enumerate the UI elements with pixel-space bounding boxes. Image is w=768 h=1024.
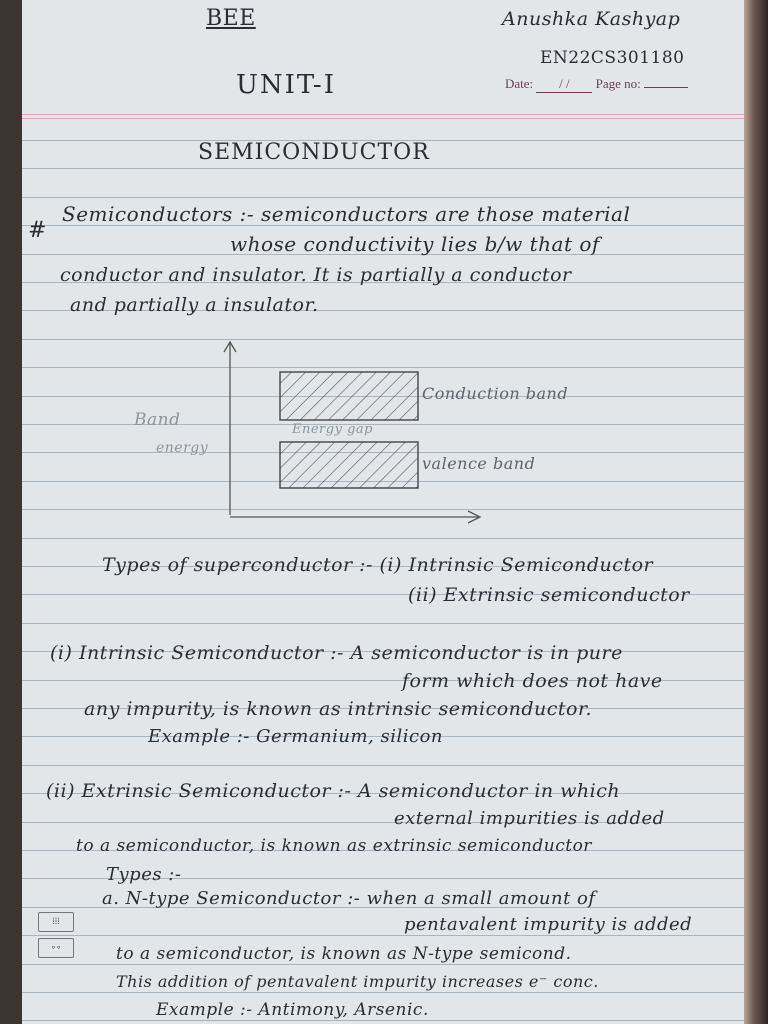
enrollment-number: EN22CS301180 [540, 48, 685, 68]
valence-band [280, 442, 418, 488]
author-name: Anushka Kashyap [502, 8, 681, 30]
n-type-line-1: a. N-type Semiconductor :- when a small amount of [102, 888, 596, 909]
margin-box-bottom: ∘∘ [38, 938, 74, 958]
extrinsic-types-heading: Types :- [106, 864, 182, 885]
ruled-line [22, 114, 744, 115]
intrinsic-line-3: any impurity, is known as intrinsic semiconductor. [84, 698, 593, 720]
definition-line-4: and partially a insulator. [70, 294, 319, 316]
band-diagram [22, 330, 744, 530]
ruled-line [22, 964, 744, 965]
y-axis-label-1: Band [134, 410, 181, 430]
notebook-page [22, 0, 744, 1024]
conduction-band [280, 372, 418, 420]
page-no-label: Page no: [595, 76, 641, 91]
ruled-line [22, 168, 744, 169]
extrinsic-line-2: external impurities is added [394, 808, 665, 829]
definition-line-3: conductor and insulator. It is partially a conductor [60, 264, 572, 286]
bullet-hash: # [28, 218, 47, 243]
unit-title: UNIT-I [236, 70, 336, 100]
definition-line-2: whose conductivity lies b/w that of [230, 232, 600, 256]
margin-box-top: ⁞⁞⁞ [38, 912, 74, 932]
types-line-2: (ii) Extrinsic semiconductor [408, 584, 690, 606]
subject-title: BEE [206, 6, 256, 31]
band-diagram-svg [22, 330, 744, 530]
date-value: / / [536, 76, 592, 93]
date-label-text: Date: [505, 76, 534, 91]
ruled-line [22, 197, 744, 198]
intrinsic-line-2: form which does not have [402, 670, 663, 692]
n-type-line-3: to a semiconductor, is known as N-type semicond. [116, 944, 572, 964]
energy-gap-label: Energy gap [292, 422, 373, 437]
extrinsic-line-3: to a semiconductor, is known as extrinsic semiconductor [76, 836, 592, 856]
topic-title: SEMICONDUCTOR [198, 140, 430, 165]
ruled-line [22, 1020, 744, 1021]
n-type-line-4: This addition of pentavalent impurity increases e⁻ conc. [116, 972, 599, 991]
conduction-band-label: Conduction band [422, 384, 569, 403]
y-axis-label-2: energy [156, 440, 209, 456]
intrinsic-example: Example :- Germanium, silicon [148, 726, 444, 747]
ruled-line [22, 538, 744, 539]
ruled-line [22, 935, 744, 936]
definition-line-1: Semiconductors :- semiconductors are those material [62, 202, 631, 226]
page-no-blank [644, 87, 688, 88]
ruled-line [22, 765, 744, 766]
date-label [505, 76, 688, 93]
extrinsic-line-1: (ii) Extrinsic Semiconductor :- A semiconductor in which [46, 780, 621, 802]
n-type-example: Example :- Antimony, Arsenic. [156, 1000, 429, 1020]
ruled-line [22, 118, 744, 119]
valence-band-label: valence band [422, 454, 536, 473]
intrinsic-line-1: (i) Intrinsic Semiconductor :- A semiconductor is in pure [50, 642, 623, 664]
types-line-1: Types of superconductor :- (i) Intrinsic Semiconductor [102, 554, 654, 576]
ruled-line [22, 992, 744, 993]
page-edge [744, 0, 768, 1024]
ruled-line [22, 623, 744, 624]
n-type-line-2: pentavalent impurity is added [404, 914, 693, 935]
